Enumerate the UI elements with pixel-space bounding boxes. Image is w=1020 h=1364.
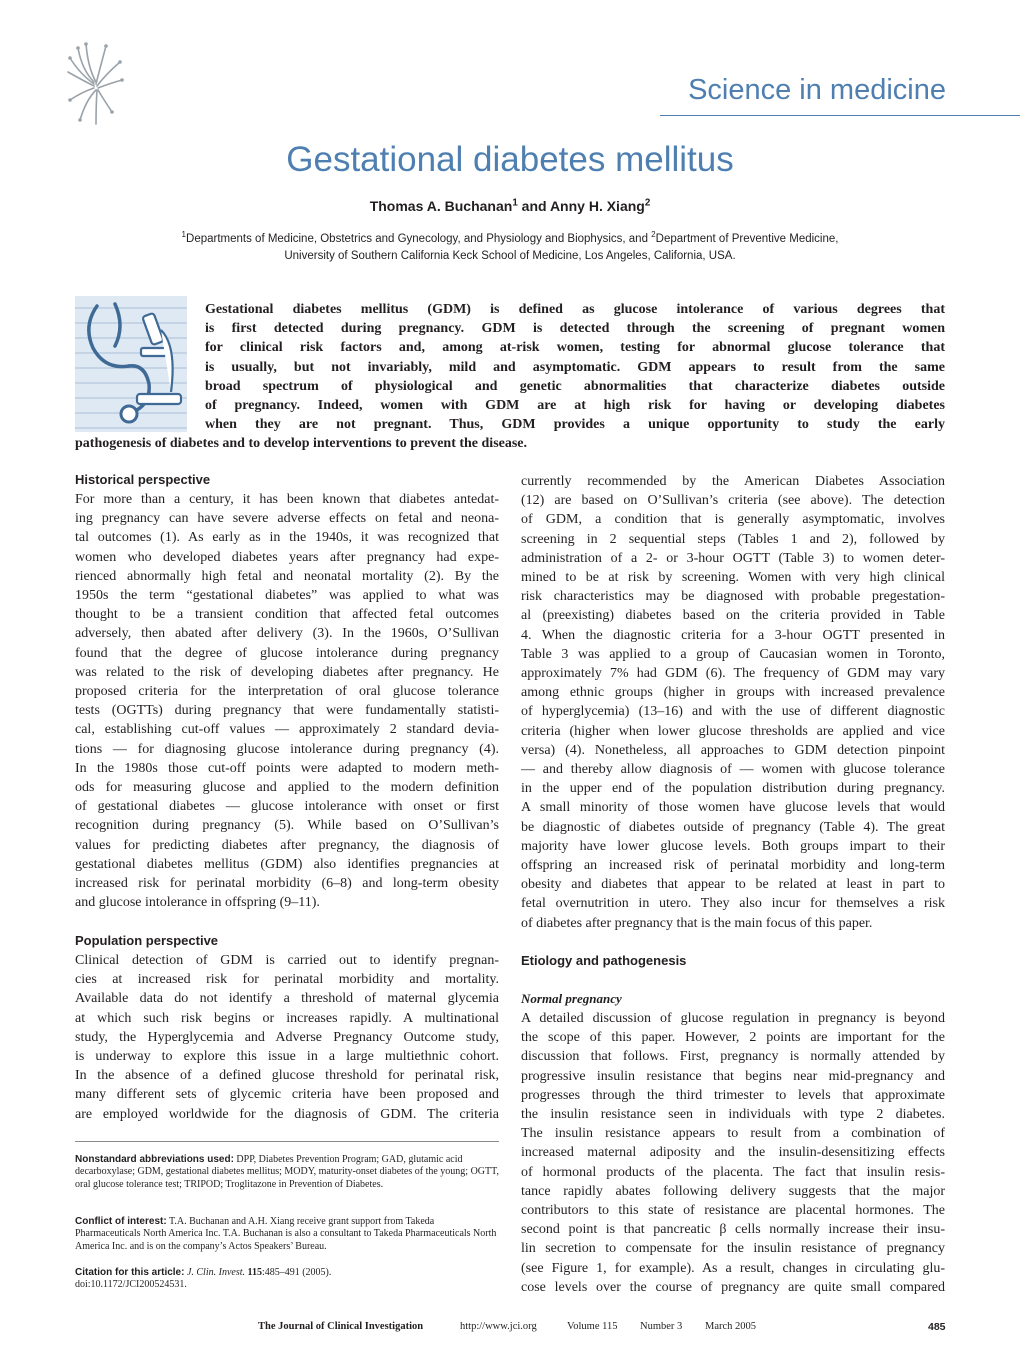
page-number: 485: [928, 1321, 946, 1333]
text-line: in the upper end of the population distribution during pregnancy.: [521, 781, 945, 797]
author-list: [0, 198, 1020, 214]
text-line: at which such risk begins or increases rapidly. A multinational: [75, 1010, 499, 1026]
citation-journal: J. Clin. Invest.: [186, 1267, 245, 1278]
text-line: be diagnostic of diabetes outside of pregnancy (Table 4). The great: [521, 819, 945, 835]
abstract-wrapped-lines: [205, 300, 945, 434]
text-line: For more than a century, it has been known that diabetes antedat-: [75, 492, 499, 507]
citation-volume: 115: [247, 1267, 262, 1278]
text-line: approximately 7% had GDM (6). The frequency of GDM may vary: [521, 666, 945, 682]
text-line: A small minority of those women have glucose levels that would: [521, 800, 945, 816]
author-affiliation-marker: 1: [512, 197, 518, 209]
abstract-line: of pregnancy. Indeed, women with GDM are at high risk for having or developing diabetes: [205, 398, 945, 414]
footnote-abbreviations: [75, 1154, 499, 1191]
text-line: of hormonal products of the placenta. The fact that insulin resis-: [521, 1164, 945, 1180]
text-line: are employed worldwide for the diagnosis of GDM. The criteria: [75, 1106, 499, 1122]
text-line: of gestational diabetes — glucose intolerance with onset or first: [75, 799, 499, 815]
author-name: Anny H. Xiang: [549, 198, 645, 214]
author-affiliation-marker: 2: [644, 197, 651, 209]
text-line: cies at increased risk for perinatal morbidity and mortality.: [75, 972, 499, 988]
text-line: offspring an increased risk of perinatal morbidity and long-term: [521, 858, 945, 874]
text-line: increased risk for perinatal morbidity (6–8) and long-term obesity: [75, 876, 499, 892]
text-line: many different sets of glycemic criteria have been proposed and: [75, 1087, 499, 1103]
text-line: fetal overnutrition in utero. They also incur for themselves a risk: [521, 896, 945, 912]
text-line: lin secretion to compensate for the insulin resistance of pregnancy: [521, 1241, 945, 1257]
footnote-conflict: [75, 1216, 499, 1253]
footnote-divider: [75, 1141, 499, 1142]
text-line: — and thereby allow diagnosis of — women with glucose tolerance: [521, 762, 945, 778]
left-column-para1: [75, 490, 499, 912]
text-line: contributors to this state of resistance are placental hormones. The: [521, 1203, 945, 1219]
author-name: Thomas A. Buchanan: [369, 198, 513, 214]
text-line: women who developed diabetes years after pregnancy had expe-: [75, 549, 499, 565]
text-line: of hyperglycemia) (13–16) and with the use of different diagnostic: [521, 704, 945, 720]
text-line: tance rapidly abates following delivery suggests that the major: [521, 1183, 945, 1199]
heading-historical-perspective: Historical perspective: [75, 472, 211, 487]
heading-population-perspective: Population perspective: [75, 933, 219, 948]
text-line: A detailed discussion of glucose regulation in pregnancy is beyond: [521, 1011, 945, 1026]
abstract-line: broad spectrum of physiological and genetic abnormalities that characterize diabetes outside: [205, 378, 945, 394]
heading-etiology-pathogenesis: Etiology and pathogenesis: [521, 953, 687, 968]
footer-volume: Volume 115: [567, 1321, 618, 1332]
text-line: obesity and diabetes that appear to be related at least in part to: [521, 877, 945, 893]
subheading-normal-pregnancy: Normal pregnancy: [521, 991, 622, 1006]
article-title: Gestational diabetes mellitus: [286, 140, 734, 179]
left-column-para2: [75, 951, 499, 1124]
jci-starburst-logo-icon: [66, 40, 124, 126]
text-line: majority have lower glucose levels. Both groups impart to their: [521, 838, 945, 854]
footer-journal: The Journal of Clinical Investigation: [258, 1321, 424, 1332]
text-line: tests (OGTTs) during pregnancy that were fundamentally statisti-: [75, 703, 499, 719]
text-line: second point is that pancreatic β cells normally increase their insu-: [521, 1222, 945, 1238]
affiliation-text: University of Southern California Keck School of Medicine, Los Angeles, California, USA.: [284, 250, 736, 262]
affiliation-marker: 2: [651, 230, 656, 240]
text-line: the insulin resistance seen in individuals with type 2 diabetes.: [521, 1107, 945, 1123]
text-line: increased maternal adiposity and the insulin-desensitizing effects: [521, 1145, 945, 1161]
text-line: administration of a 2- or 3-hour OGTT (Table 3) to women deter-: [521, 550, 945, 566]
abstract-last-line: pathogenesis of diabetes and to develop interventions to prevent the disease.: [75, 436, 528, 451]
affiliation-text: Department of Preventive Medicine,: [655, 233, 839, 245]
text-line: In the absence of a defined glucose threshold for perinatal risk,: [75, 1068, 499, 1084]
text-line: ing pregnancy can have severe adverse effects on fetal and neona-: [75, 511, 499, 527]
text-line: proposed criteria for the interpretation of oral glucose tolerance: [75, 684, 499, 700]
footnote-text: DPP, Diabetes Prevention Program; GAD, glutamic acid decarboxylase; GDM, gestational diabetes mellitus; MODY, maturity-onset diabetes of the young; OGTT, oral glucose tolerance test; TRIPOD; Troglitazone in Prevention of Diabetes.: [75, 1154, 499, 1190]
text-line: of GDM, a condition that is generally asymptomatic, involves: [521, 512, 945, 528]
section-label: Science in medicine: [688, 74, 946, 106]
text-line: screening in 2 sequential steps (Tables 1 and 2), followed by: [521, 531, 945, 547]
text-line: the scope of this paper. However, 2 points are important for the: [521, 1030, 945, 1046]
text-line: Clinical detection of GDM is carried out to identify pregnan-: [75, 953, 499, 968]
text-line: ods for measuring glucose and applied to the modern definition: [75, 780, 499, 796]
footer-url[interactable]: http://www.jci.org: [460, 1321, 537, 1332]
text-line: 4. When the diagnostic criteria for a 3-hour OGTT presented in: [521, 627, 945, 643]
footnote-label: Conflict of interest:: [75, 1216, 167, 1227]
footnote-label: Nonstandard abbreviations used:: [75, 1154, 234, 1165]
right-column-para1: [521, 472, 945, 933]
text-line: cal, establishing cut-off values — approximately 2 standard devia-: [75, 722, 499, 738]
footer-number: Number 3: [640, 1321, 683, 1332]
footnote-label: Citation for this article:: [75, 1267, 185, 1278]
text-line: cose levels over the course of pregnancy are quite small compared: [521, 1279, 945, 1295]
abstract-line: when they are not pregnant. Thus, GDM provides a unique opportunity to study the early: [205, 417, 945, 433]
text-line: Available data do not identify a threshold of maternal glycemia: [75, 991, 499, 1007]
text-line: risk characteristics may be diagnosed with probable pregestation-: [521, 589, 945, 605]
abstract-line: Gestational diabetes mellitus (GDM) is defined as glucose intolerance of various degrees that: [205, 302, 945, 317]
stethoscope-microscope-icon: [75, 296, 187, 432]
text-line: thought to be a transient condition that affected fetal outcomes: [75, 607, 499, 623]
text-line: al (preexisting) diabetes based on the criteria provided in Table: [521, 608, 945, 624]
text-line: criteria (higher when lower glucose thresholds are applied and vice: [521, 723, 945, 739]
text-line: values for predicting diabetes after pregnancy, the diagnosis of: [75, 837, 499, 853]
text-line: adversely, then abated after delivery (3). In the 1960s, O’Sullivan: [75, 626, 499, 642]
text-line: tal outcomes (1). As early as in the 1940s, it was recognized that: [75, 530, 499, 546]
text-line: currently recommended by the American Diabetes Association: [521, 474, 945, 489]
text-line: (12) are based on O’Sullivan’s criteria (see above). The detection: [521, 493, 945, 509]
text-line: Table 3 was applied to a group of Caucasian women in Toronto,: [521, 646, 945, 662]
section-divider: [660, 115, 1020, 116]
right-column-para2: [521, 1009, 945, 1297]
text-line: rienced abnormally high fetal and neonatal mortality (2). By the: [75, 568, 499, 584]
abstract-line: is first detected during pregnancy. GDM is detected through the screening of pregnant women: [205, 321, 945, 337]
text-line: recognition during pregnancy (5). While based on O’Sullivan’s: [75, 818, 499, 834]
text-line: discussion that follows. First, pregnancy is normally attended by: [521, 1049, 945, 1065]
text-line: tions — for diagnosing glucose intolerance during pregnancy (4).: [75, 741, 499, 757]
abstract-line: for clinical risk factors and, among at-risk women, testing for abnormal glucose tolerance that: [205, 340, 945, 356]
citation-pages: :485–491 (2005).: [261, 1267, 332, 1278]
text-line: The insulin resistance appears to result from a combination of: [521, 1126, 945, 1142]
footer-date: March 2005: [705, 1321, 757, 1332]
text-line: found that the degree of glucose intolerance during pregnancy: [75, 645, 499, 661]
text-line: is underway to explore this issue in a large multiethnic cohort.: [75, 1049, 499, 1065]
text-line: progresses through the third trimester to levels that approximate: [521, 1087, 945, 1103]
abstract-line: is usually, but not invariably, mild and asymptomatic. GDM appears to result from the same: [205, 359, 945, 375]
text-line: among ethnic groups (higher in groups with increased prevalence: [521, 685, 945, 701]
text-line: and glucose intolerance in offspring (9–11).: [75, 895, 320, 911]
affiliation-text: Departments of Medicine, Obstetrics and Gynecology, and Physiology and Biophysics, and: [186, 233, 652, 245]
text-line: of diabetes after pregnancy that is the main focus of this paper.: [521, 915, 873, 931]
text-line: study, the Hyperglycemia and Adverse Pregnancy Outcome study,: [75, 1029, 499, 1045]
text-line: was related to the risk of developing diabetes after pregnancy. He: [75, 664, 499, 680]
text-line: progressive insulin resistance that begins near mid-pregnancy and: [521, 1068, 945, 1084]
footnote-citation: [75, 1267, 499, 1292]
text-line: gestational diabetes mellitus (GDM) also identifies pregnancies at: [75, 856, 499, 872]
text-line: In the 1980s those cut-off points were adapted to modern meth-: [75, 760, 499, 776]
text-line: mined to be at risk by screening. Women with very high clinical: [521, 570, 945, 586]
text-line: versa) (4). Nonetheless, all approaches to GDM detection pinpoint: [521, 742, 945, 758]
text-line: 1950s the term “gestational diabetes” was applied to what was: [75, 588, 499, 604]
affiliation-marker: 1: [181, 230, 187, 240]
author-joiner: and: [517, 198, 550, 214]
affiliations: [60, 231, 960, 265]
citation-doi[interactable]: doi:10.1172/JCI200524531.: [75, 1279, 187, 1291]
footnote-text: T.A. Buchanan and A.H. Xiang receive grant support from Takeda Pharmaceuticals North America Inc. T.A. Buchanan is also a consultant to Takeda Pharmaceuticals North America Inc. and is on the company’s Actos Speakers’ Bureau.: [75, 1216, 497, 1252]
text-line: (see Figure 1, for example). As a result, changes in circulating glu-: [521, 1260, 945, 1276]
